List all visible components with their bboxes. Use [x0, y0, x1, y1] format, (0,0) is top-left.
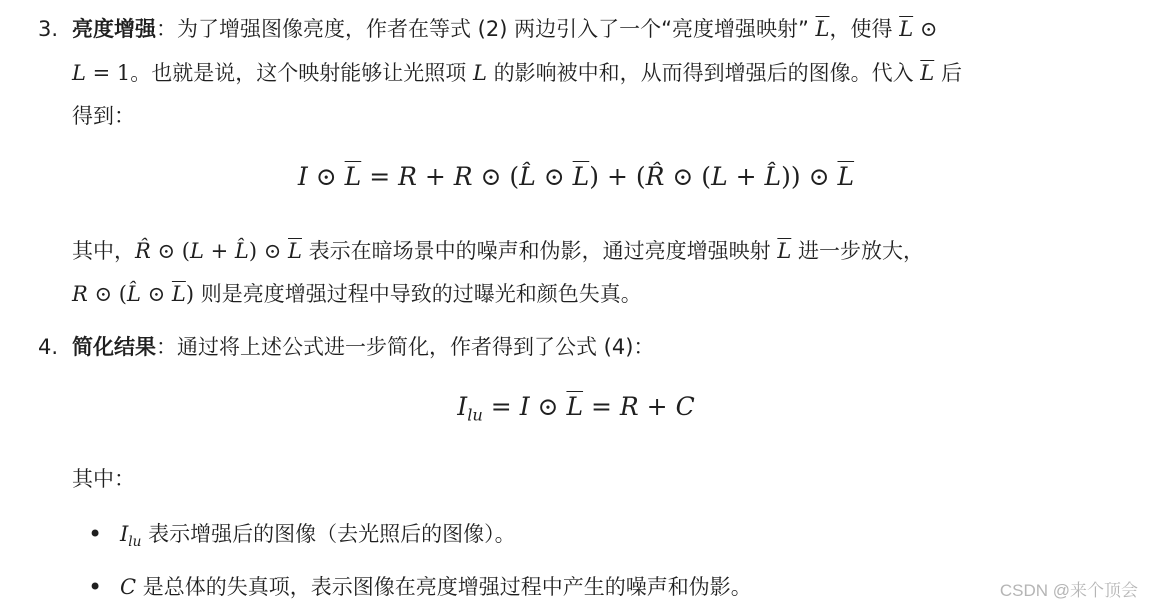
item4-where: 其中：: [72, 467, 135, 491]
item3-para1-text: 表示在暗场景中的噪声和伪影，通过亮度增强映射: [308, 239, 771, 263]
bullet-item-1: [120, 519, 516, 557]
bullet-item-2: [120, 572, 752, 602]
item3-para2: R ⊙ (L̂ ⊙ $\overline{L}$) 则是亮度增强过程中导致的过曝光和颜色失真。: [72, 282, 642, 306]
math-l: L: [72, 61, 86, 85]
math-lbar: $\overline{L}$: [920, 61, 935, 85]
equation-3: I ⊙ $\overline{L} = R + R$ ⊙ (L̂ ⊙ $\overline{L}$) + (R̂ ⊙ (L + L̂)) ⊙ $\overline{L}$: [297, 162, 855, 191]
bullet-1-text: 表示增强后的图像（去光照后的图像）。: [148, 522, 516, 546]
math-c: C: [120, 575, 137, 599]
item3-para1-tail: 进一步放大，: [797, 239, 924, 263]
item3-title: 亮度增强: [72, 17, 156, 41]
list-number-4: 4.: [38, 335, 59, 359]
math-odot: ⊙: [919, 17, 938, 41]
item3-line2-text: 。也就是说，这个映射能够让光照项: [130, 61, 467, 85]
list-number-3: 3.: [38, 17, 59, 41]
math-eq-one: = 1: [92, 61, 131, 85]
item3-para1-prefix: 其中，: [72, 239, 135, 263]
bullet-dot: •: [88, 573, 103, 601]
item4-text: ：通过将上述公式进一步简化，作者得到了公式 (4)：: [156, 335, 655, 359]
equation-4: $I_{lu} = I$ ⊙ $\overline{L} = R + C$: [457, 392, 695, 425]
item3-line3: 得到：: [72, 104, 135, 128]
bullet-2-text: 是总体的失真项，表示图像在亮度增强过程中产生的噪声和伪影。: [142, 575, 752, 599]
math-lbar: $\overline{L}$: [815, 17, 830, 41]
item3-para2-text: 则是亮度增强过程中导致的过曝光和颜色失真。: [200, 282, 642, 306]
watermark: CSDN @来个顶会: [999, 581, 1138, 600]
item3-line1-tail: ，使得: [829, 17, 893, 41]
math-lbar: $\overline{L}$: [899, 17, 914, 41]
item3-para1: 其中，R̂ ⊙ (L + L̂) ⊙ $\overline{L}$ 表示在暗场景中的噪声和伪影，通过亮度增强映射 $\overline{L}$ 进一步放大，: [72, 239, 924, 263]
item3-line1-text: ：为了增强图像亮度，作者在等式 (2) 两边引入了一个“亮度增强映射”: [156, 17, 809, 41]
item4-title: 简化结果: [72, 335, 156, 359]
math-l: L: [472, 61, 487, 85]
bullet-dot: •: [88, 520, 103, 548]
item3-line1: [72, 14, 937, 44]
item3-line2-tail: 后: [940, 61, 962, 85]
item4-line1: [72, 332, 654, 362]
item3-line2: [72, 58, 962, 88]
math-ilu: $I_{lu}$: [120, 522, 142, 550]
item3-line2-text2: 的影响被中和，从而得到增强后的图像。代入: [493, 61, 914, 85]
